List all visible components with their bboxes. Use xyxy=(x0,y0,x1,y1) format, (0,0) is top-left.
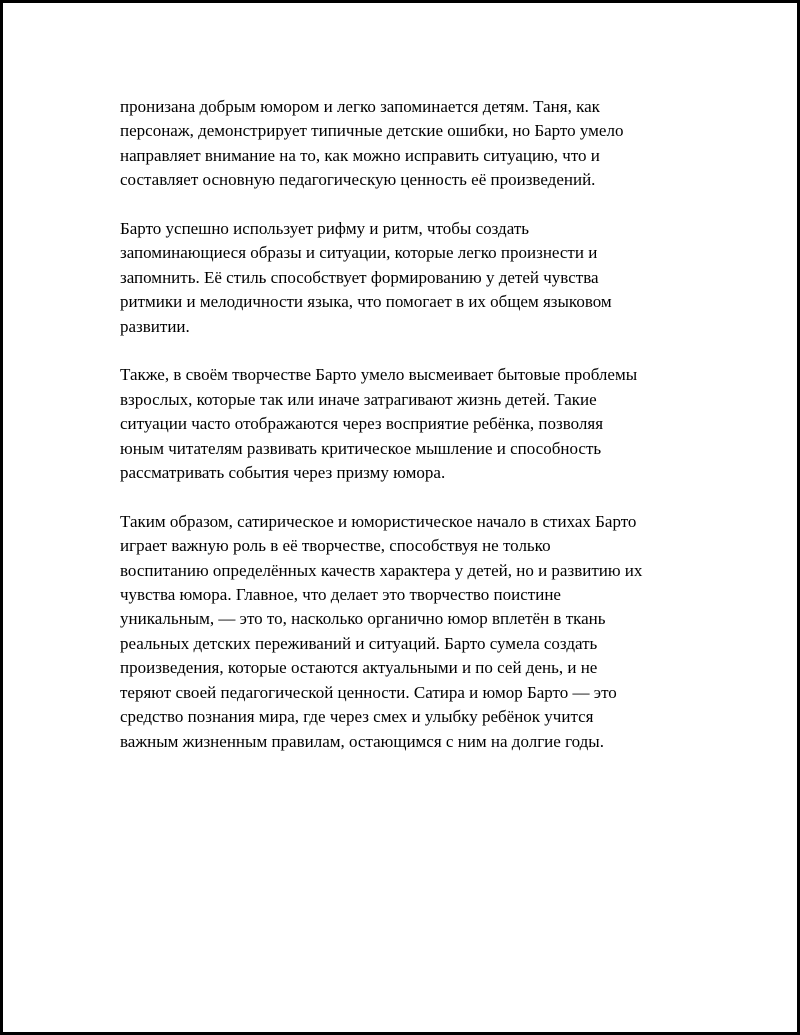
paragraph-3: Также, в своём творчестве Барто умело высмеивает бытовые проблемы взрослых, которые так или иначе затрагивают жизнь детей. Такие ситуации часто отображаются через восприятие ребёнка, позволяя юным читателям развивать критическое мышление и способность рассматривать события через призму юмора. xyxy=(120,365,638,483)
paragraph-4: Таким образом, сатирическое и юмористическое начало в стихах Барто играет важную роль в её творчестве, способствуя не только воспитанию определённых качеств характера у детей, но и развитию их чувства юмора. Главное, что делает это творчество поистине уникальным, — это то, насколько органично юмор вплетён в ткань реальных детских переживаний и ситуаций. Барто сумела создать произведения, которые остаются актуальными и по сей день, и не теряют своей педагогической ценности. Сатира и юмор Барто — это средство познания мира, где через смех и улыбку ребёнок учится важным жизненным правилам, остающимся с ним на долгие годы. xyxy=(120,511,643,751)
document-body xyxy=(120,95,700,754)
paragraph-1: пронизана добрым юмором и легко запоминается детям. Таня, как персонаж, демонстрирует типичные детские ошибки, но Барто умело направляет внимание на то, как можно исправить ситуацию, что и составляет основную педагогическую ценность её произведений. xyxy=(120,97,624,190)
paragraph-2: Барто успешно использует рифму и ритм, чтобы создать запоминающиеся образы и ситуации, которые легко произнести и запомнить. Её стиль способствует формированию у детей чувства ритмики и мелодичности языка, что помогает в их общем языковом развитии. xyxy=(120,219,612,336)
